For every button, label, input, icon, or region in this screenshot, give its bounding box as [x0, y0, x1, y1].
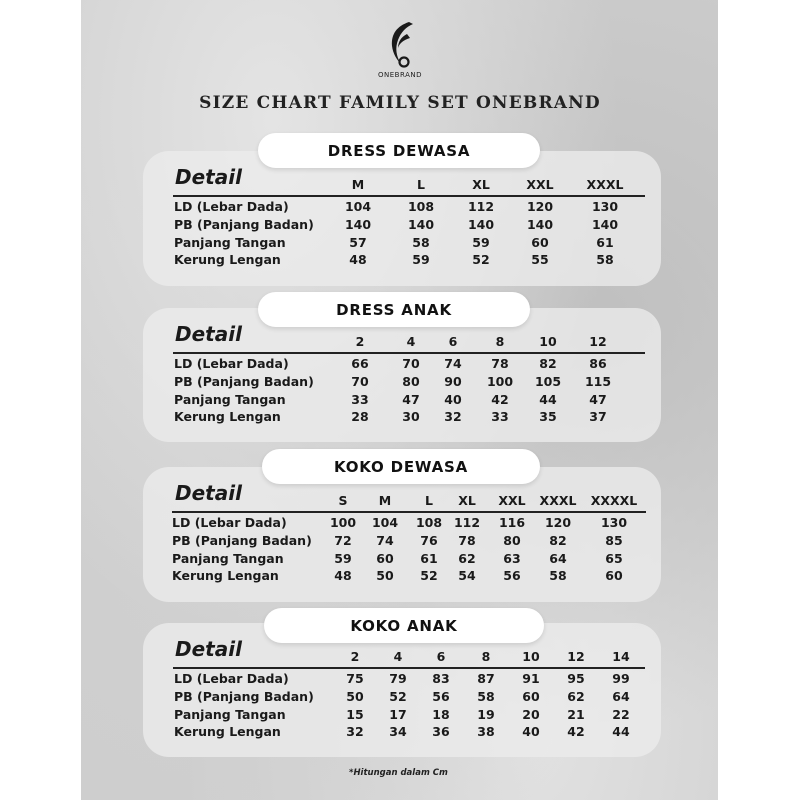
- table-cell: 17: [389, 706, 407, 722]
- size-header: L: [425, 493, 433, 508]
- table-cell: 61: [596, 234, 614, 250]
- table-cell: 104: [371, 515, 399, 530]
- size-header: 2: [355, 334, 365, 349]
- size-header: 12: [589, 334, 607, 349]
- table-cell: 18: [432, 706, 450, 722]
- table-cell: 72: [334, 532, 352, 548]
- table-cell: 33: [351, 391, 369, 407]
- table-cell: 59: [412, 252, 430, 268]
- table-cell: 87: [477, 671, 495, 686]
- header-divider: [173, 667, 645, 669]
- table-cell: 91: [522, 671, 540, 686]
- table-cell: 108: [415, 515, 443, 530]
- table-cell: 22: [612, 706, 630, 722]
- table-cell: 55: [531, 252, 549, 268]
- size-header: XXL: [498, 493, 526, 508]
- table-cell: 62: [567, 688, 585, 704]
- table-cell: 19: [477, 706, 495, 722]
- table-cell: 70: [351, 373, 369, 389]
- table-cell: 64: [549, 550, 567, 566]
- size-header: 10: [539, 334, 557, 349]
- table-cell: 44: [612, 724, 630, 740]
- table-cell: 78: [491, 356, 509, 371]
- table-cell: 52: [420, 568, 438, 584]
- table-cell: 36: [432, 724, 450, 740]
- row-label: Panjang Tangan: [172, 550, 284, 566]
- table-cell: 37: [589, 409, 607, 425]
- size-header: XXXL: [586, 177, 624, 192]
- table-cell: 58: [477, 688, 495, 704]
- size-header: 8: [481, 649, 491, 664]
- table-cell: 95: [567, 671, 585, 686]
- table-cell: 82: [539, 356, 557, 371]
- page-title: SIZE CHART FAMILY SET ONEBRAND: [199, 93, 601, 113]
- table-cell: 50: [376, 568, 394, 584]
- row-label: Panjang Tangan: [174, 391, 286, 407]
- footnote: *Hitungan dalam Cm: [349, 768, 448, 778]
- table-cell: 76: [420, 532, 438, 548]
- table-cell: 140: [344, 216, 372, 232]
- size-header: XXXL: [539, 493, 577, 508]
- header-divider: [172, 511, 646, 513]
- table-cell: 44: [539, 391, 557, 407]
- table-cell: 42: [567, 724, 585, 740]
- table-cell: 83: [432, 671, 450, 686]
- row-label: Kerung Lengan: [172, 568, 279, 584]
- table-cell: 112: [453, 515, 481, 530]
- size-header: 2: [350, 649, 360, 664]
- table-cell: 38: [477, 724, 495, 740]
- row-label: LD (Lebar Dada): [174, 199, 289, 214]
- section-title: DRESS ANAK: [258, 292, 530, 327]
- section-title: KOKO ANAK: [264, 608, 544, 643]
- detail-label: Detail: [175, 481, 242, 505]
- detail-label: Detail: [175, 322, 242, 346]
- header-divider: [173, 352, 645, 354]
- size-header: 10: [522, 649, 540, 664]
- table-cell: 48: [334, 568, 352, 584]
- row-label: PB (Panjang Badan): [174, 373, 314, 389]
- table-cell: 34: [389, 724, 407, 740]
- size-header: 4: [406, 334, 416, 349]
- size-header: XXL: [526, 177, 554, 192]
- table-cell: 63: [503, 550, 521, 566]
- table-cell: 116: [498, 515, 526, 530]
- table-cell: 28: [351, 409, 369, 425]
- size-header: 6: [448, 334, 458, 349]
- table-cell: 90: [444, 373, 462, 389]
- logo-wordmark: ONEBRAND: [378, 71, 422, 79]
- table-cell: 108: [407, 199, 435, 214]
- table-cell: 115: [584, 373, 612, 389]
- table-cell: 82: [549, 532, 567, 548]
- row-label: Kerung Lengan: [174, 724, 281, 740]
- table-cell: 70: [402, 356, 420, 371]
- header-divider: [173, 195, 645, 197]
- detail-label: Detail: [175, 165, 242, 189]
- table-cell: 59: [334, 550, 352, 566]
- table-cell: 64: [612, 688, 630, 704]
- table-cell: 80: [402, 373, 420, 389]
- table-cell: 54: [458, 568, 476, 584]
- table-cell: 85: [605, 532, 623, 548]
- table-cell: 48: [349, 252, 367, 268]
- table-cell: 47: [589, 391, 607, 407]
- onebrand-logo-icon: [385, 20, 415, 70]
- table-cell: 32: [444, 409, 462, 425]
- row-label: LD (Lebar Dada): [172, 515, 287, 530]
- table-cell: 56: [432, 688, 450, 704]
- table-cell: 120: [544, 515, 572, 530]
- table-cell: 40: [522, 724, 540, 740]
- table-cell: 80: [503, 532, 521, 548]
- section-title: DRESS DEWASA: [258, 133, 540, 168]
- table-cell: 52: [472, 252, 490, 268]
- table-cell: 15: [346, 706, 364, 722]
- table-cell: 99: [612, 671, 630, 686]
- table-cell: 65: [605, 550, 623, 566]
- table-cell: 79: [389, 671, 407, 686]
- table-cell: 56: [503, 568, 521, 584]
- table-cell: 58: [596, 252, 614, 268]
- row-label: Kerung Lengan: [174, 252, 281, 268]
- table-cell: 60: [522, 688, 540, 704]
- table-cell: 130: [591, 199, 619, 214]
- table-cell: 57: [349, 234, 367, 250]
- size-header: 12: [567, 649, 585, 664]
- table-cell: 32: [346, 724, 364, 740]
- table-cell: 78: [458, 532, 476, 548]
- size-header: 8: [495, 334, 505, 349]
- row-label: PB (Panjang Badan): [174, 216, 314, 232]
- row-label: LD (Lebar Dada): [174, 671, 289, 686]
- table-cell: 61: [420, 550, 438, 566]
- row-label: Panjang Tangan: [174, 706, 286, 722]
- table-cell: 120: [526, 199, 554, 214]
- table-cell: 60: [531, 234, 549, 250]
- row-label: PB (Panjang Badan): [172, 532, 312, 548]
- table-cell: 74: [444, 356, 462, 371]
- table-cell: 100: [486, 373, 514, 389]
- row-label: LD (Lebar Dada): [174, 356, 289, 371]
- row-label: Panjang Tangan: [174, 234, 286, 250]
- size-header: L: [417, 177, 425, 192]
- size-header: 14: [612, 649, 630, 664]
- row-label: Kerung Lengan: [174, 409, 281, 425]
- table-cell: 47: [402, 391, 420, 407]
- table-cell: 52: [389, 688, 407, 704]
- table-cell: 130: [600, 515, 628, 530]
- table-cell: 66: [351, 356, 369, 371]
- table-cell: 50: [346, 688, 364, 704]
- size-header: M: [351, 177, 365, 192]
- table-cell: 86: [589, 356, 607, 371]
- table-cell: 105: [534, 373, 562, 389]
- table-cell: 58: [412, 234, 430, 250]
- table-cell: 35: [539, 409, 557, 425]
- table-cell: 100: [329, 515, 357, 530]
- brand-logo: [372, 20, 428, 82]
- size-header: M: [378, 493, 392, 508]
- table-cell: 60: [376, 550, 394, 566]
- table-cell: 62: [458, 550, 476, 566]
- table-cell: 20: [522, 706, 540, 722]
- section-title: KOKO DEWASA: [262, 449, 540, 484]
- table-cell: 58: [549, 568, 567, 584]
- table-cell: 140: [467, 216, 495, 232]
- table-cell: 140: [526, 216, 554, 232]
- table-cell: 40: [444, 391, 462, 407]
- size-header: XL: [458, 493, 476, 508]
- size-header: 6: [436, 649, 446, 664]
- detail-label: Detail: [175, 637, 242, 661]
- table-cell: 33: [491, 409, 509, 425]
- row-label: PB (Panjang Badan): [174, 688, 314, 704]
- table-cell: 42: [491, 391, 509, 407]
- table-cell: 112: [467, 199, 495, 214]
- table-cell: 74: [376, 532, 394, 548]
- table-cell: 30: [402, 409, 420, 425]
- table-cell: 140: [407, 216, 435, 232]
- table-cell: 75: [346, 671, 364, 686]
- table-cell: 59: [472, 234, 490, 250]
- size-header: XXXXL: [590, 493, 638, 508]
- size-header: S: [338, 493, 348, 508]
- table-cell: 21: [567, 706, 585, 722]
- table-cell: 104: [344, 199, 372, 214]
- size-header: 4: [393, 649, 403, 664]
- size-header: XL: [472, 177, 490, 192]
- table-cell: 140: [591, 216, 619, 232]
- table-cell: 60: [605, 568, 623, 584]
